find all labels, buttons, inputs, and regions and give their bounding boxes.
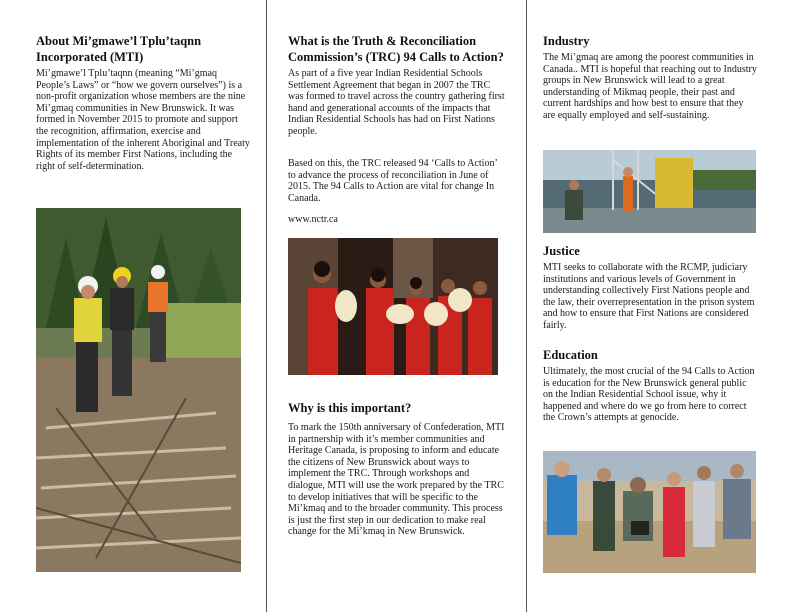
panel-focus-areas: [543, 0, 758, 612]
education-paragraph: Ultimately, the most crucial of the 94 Calls to Action is education for the New Brunswick general public on the Indian Residential School issue, why it happened and where do we go from here to correct the Crown’s attempts at genocide.: [543, 366, 755, 424]
drummers-photo: [288, 238, 498, 375]
why-heading: Why is this important?: [288, 401, 412, 415]
forest-workers-photo: [36, 208, 241, 572]
trc-paragraph-2: Based on this, the TRC released 94 ‘Calls to Action’ to advance the process of reconciliation in June of 2015. The 94 Calls to Action are vital for change In Canada.: [288, 158, 498, 204]
about-heading: About Mi’gmawe’l Tplu’taqnn Incorporated (MTI): [36, 34, 202, 64]
why-paragraph: To mark the 150th anniversary of Confederation, MTI in partnership with it’s member communities and Heritage Canada, is proposing to inform and educate the citizens of New Brunswick about ways to implement the TRC. Through workshops and dialogue, MTI will use the work prepared by the TRC to develop initiatives that will be specific to the Mi’kmaq and to the broader community. This process is just the first step in our dedication to make real change for the Mi’kmaq in New Brunswick.: [288, 422, 505, 538]
panel-trc: [288, 0, 506, 612]
trc-paragraph-1: As part of a five year Indian Residential Schools Settlement Agreement that began in 2007 the TRC was formed to travel across the country gathering first hand and generational accounts of the impacts that Indian Residential Schools has had on First Nations people.: [288, 68, 505, 137]
students-photo: [543, 451, 756, 573]
trc-link[interactable]: www.nctr.ca: [288, 214, 338, 225]
fishing-boat-photo: [543, 150, 756, 233]
education-heading: Education: [543, 348, 598, 362]
about-paragraph: Mi’gmawe’l Tplu’taqnn (meaning “Mi’gmaq People’s Laws” or “how we govern ourselves”) is a non-profit organization whose members are the nine Mi’gmaq communities in New Brunswick. It was formed in November 2015 to promote and support the recognition, affirmation, exercise and implementation of the inherent Aboriginal and Treaty Rights of its member First Nations, including the right of self-determination.: [36, 68, 250, 172]
justice-heading: Justice: [543, 244, 580, 258]
justice-paragraph: MTI seeks to collaborate with the RCMP, judiciary institutions and various levels of Government in understanding collectively First Nations people and the law, their overrepresentation in the prison system and how to ensure that First Nations are considered fairly.: [543, 262, 755, 331]
trc-heading: What is the Truth & Reconciliation Commission’s (TRC) 94 Calls to Action?: [288, 34, 504, 64]
panel-about: [36, 0, 251, 612]
panel-divider-left: [266, 0, 267, 612]
panel-divider-right: [526, 0, 527, 612]
industry-heading: Industry: [543, 34, 590, 48]
industry-paragraph: The Mi’gmaq are among the poorest communities in Canada.. MTI is hopeful that reaching out to Industry groups in New Brunswick will lead to a great understanding of Mikmaq people, their past and current hardships and how best to ensure that they are equally employed and self-sustaining.: [543, 52, 757, 121]
